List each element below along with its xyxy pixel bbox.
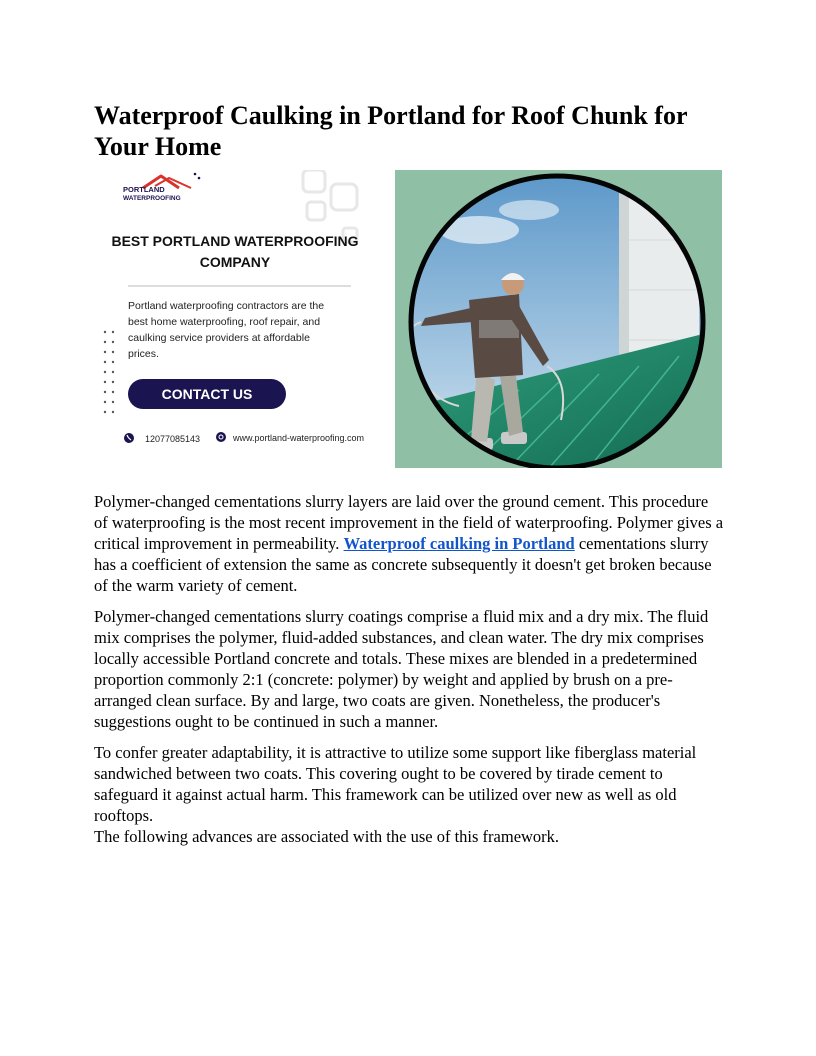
article-paragraph-1: Polymer-changed cementations slurry layers are laid over the ground cement. This procedure of waterproofing is the most recent improvement in the field of waterproofing. Polymer gives a critical improvement in permeability. Waterproof caulking in Portland cementations slurry has a coefficient of extension the same as concrete subsequently it doesn't get broken because of the warm variety of cement. [94, 492, 724, 595]
email-icon [216, 432, 226, 442]
banner-headline-line-2: COMPANY [199, 254, 271, 270]
article-paragraph-3: To confer greater adaptability, it is attractive to utilize some support like fiberglass material sandwiched between two coats. This covering ought to be covered by tirade cement to safeguard it against actual harm. This framework can be utilized over new as well as old rooftops. [94, 743, 697, 825]
banner-description-line: Portland waterproofing contractors are the [128, 300, 325, 312]
banner-headline-line-1: BEST PORTLAND WATERPROOFING [111, 233, 359, 249]
contact-us-label: CONTACT US [161, 386, 253, 402]
article-paragraph-2: Polymer-changed cementations slurry coatings comprise a fluid mix and a dry mix. The fluid mix comprises the polymer, fluid-added substances, and clean water. The dry mix comprises locally accessible Portland concrete and totals. These mixes are blended in a predetermined proportion commonly 2:1 (concrete: polymer) by weight and applied by brush on a pre-arranged clean surface. By and large, two coats are given. Nonetheless, the producer's suggestions ought to be continued in such a manner. [94, 607, 709, 731]
article-body [94, 491, 724, 857]
page-title: Waterproof Caulking in Portland for Roof Chunk for Your Home [94, 101, 688, 161]
banner-description-line: prices. [128, 348, 159, 360]
logo-line-1: PORTLAND [123, 185, 165, 194]
promo-banner [99, 170, 722, 468]
waterproof-caulking-link[interactable]: Waterproof caulking in Portland [343, 534, 575, 553]
phone-icon [124, 433, 134, 443]
banner-description-line: caulking service providers at affordable [128, 332, 310, 344]
phone-number: 12077085143 [145, 434, 201, 444]
article-paragraph-4: The following advances are associated with the use of this framework. [94, 827, 560, 846]
logo-line-2: WATERPROOFING [123, 195, 181, 202]
website-url: www.portland-waterproofing.com [233, 433, 365, 443]
banner-description-line: best home waterproofing, roof repair, and [128, 316, 321, 328]
contact-us-button[interactable] [128, 379, 286, 409]
